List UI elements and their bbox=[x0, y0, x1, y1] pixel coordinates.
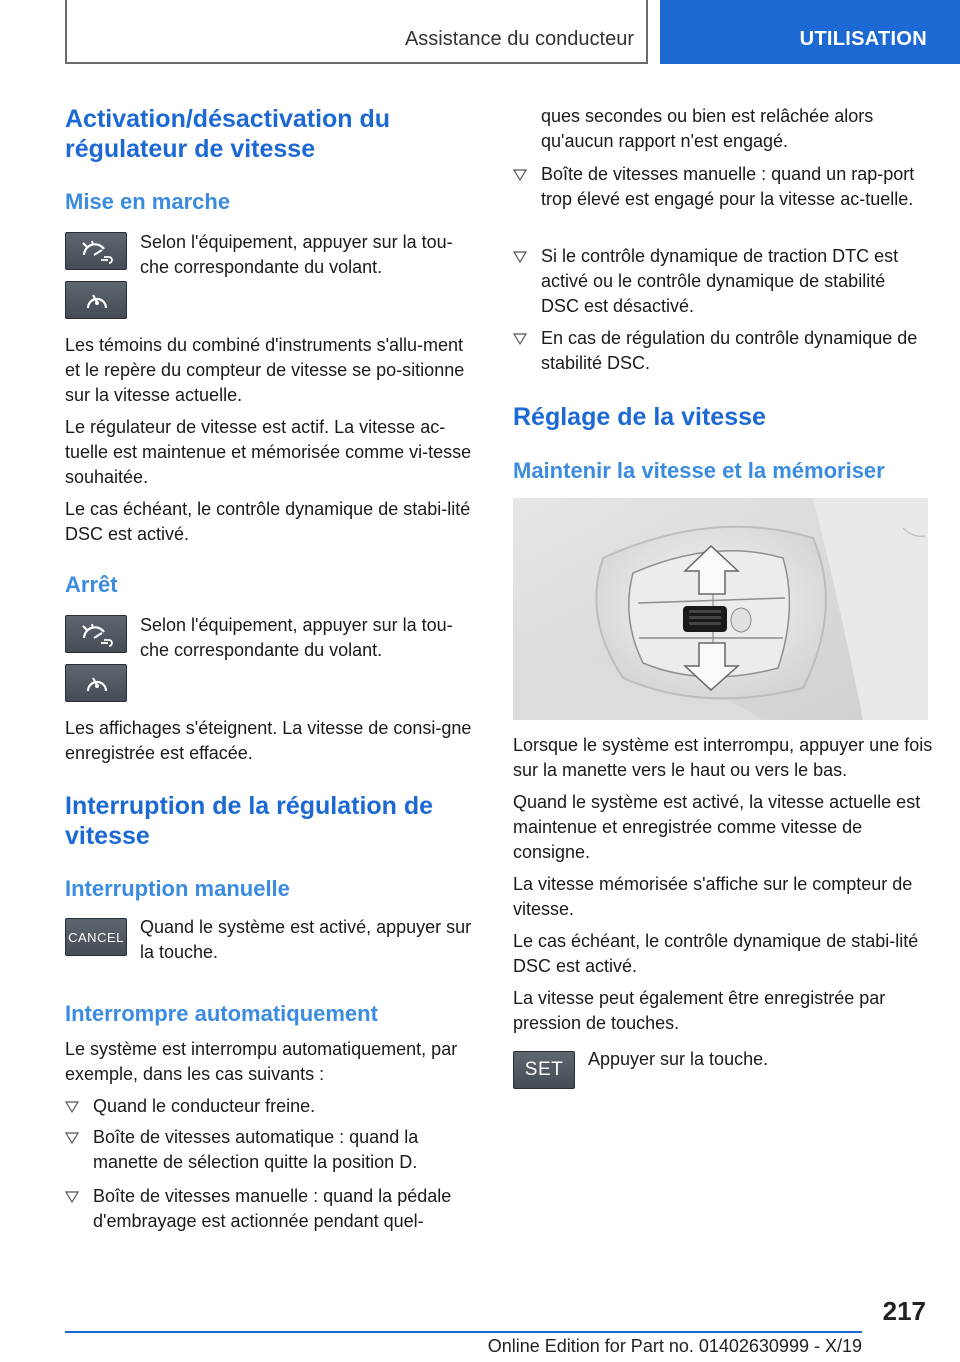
heading-maintenir: Maintenir la vitesse et la mémoriser bbox=[513, 458, 885, 483]
header-section-box bbox=[65, 0, 648, 64]
heading-interrompre-auto: Interrompre automatiquement bbox=[65, 1001, 378, 1026]
left-bullet-3 bbox=[65, 1184, 475, 1234]
paragraph-dsc-active: Le cas échéant, le contrôle dynamique de stabi-lité DSC est activé. bbox=[65, 499, 471, 544]
left-bullet-2 bbox=[65, 1125, 475, 1175]
right-continuation: ques secondes ou bien est relâchée alors qu'aucun rapport n'est engagé. bbox=[541, 106, 874, 151]
right-bullet-1 bbox=[513, 162, 927, 212]
footer-edition-text: Online Edition for Part no. 01402630999 - X/19 bbox=[487, 1336, 862, 1356]
mise-text: Selon l'équipement, appuyer sur la tou-che correspondante du volant. bbox=[140, 232, 453, 277]
auto-text: Le système est interrompu automatiquement, par exemple, dans les cas suivants : bbox=[65, 1039, 458, 1084]
paragraph-active-maintenue: Quand le système est activé, la vitesse actuelle est maintenue et enregistrée comme vitesse de consigne. bbox=[513, 792, 921, 862]
bullet-triangle-icon bbox=[65, 1100, 79, 1114]
cruise-control-button-1 bbox=[65, 232, 127, 270]
paragraph-pression: La vitesse peut également être enregistrée par pression de touches. bbox=[513, 988, 886, 1033]
page-number: 217 bbox=[882, 1296, 926, 1326]
heading-arret: Arrêt bbox=[65, 572, 118, 597]
speedometer-icon bbox=[66, 282, 128, 320]
steering-wheel-illustration bbox=[513, 498, 928, 720]
cancel-button: CANCEL bbox=[65, 918, 127, 956]
footer-edition bbox=[65, 1336, 862, 1357]
bullet-triangle-icon bbox=[513, 332, 527, 346]
paragraph-interrompu: Lorsque le système est interrompu, appuyer une fois sur la manette vers le haut ou vers le bas. bbox=[513, 735, 933, 780]
cruise-control-icon bbox=[66, 233, 128, 271]
right-bullet-2-text: Si le contrôle dynamique de traction DTC est activé ou le contrôle dynamique de stabilité DSC est désactivé. bbox=[541, 246, 899, 316]
right-bullet-3 bbox=[513, 326, 927, 376]
bullet-triangle-icon bbox=[513, 168, 527, 182]
bullet-triangle-icon bbox=[513, 250, 527, 264]
left-bullet-1 bbox=[65, 1094, 475, 1119]
cruise-control-icon bbox=[66, 616, 128, 654]
cruise-control-button-4 bbox=[65, 664, 127, 702]
heading-mise-en-marche: Mise en marche bbox=[65, 189, 231, 214]
right-bullet-1-text: Boîte de vitesses manuelle : quand un rap-port trop élevé est engagé pour la vitesse ac-tuelle. bbox=[541, 164, 915, 209]
right-bullet-2 bbox=[513, 244, 927, 319]
title-interruption: Interruption de la régulation de vitesse bbox=[65, 792, 434, 850]
left-bullet-1-text: Quand le conducteur freine. bbox=[93, 1096, 316, 1116]
paragraph-affichages: Les affichages s'éteignent. La vitesse de consi-gne enregistrée est effacée. bbox=[65, 718, 472, 763]
steering-wheel-controls-image bbox=[513, 498, 928, 720]
speedometer-icon bbox=[66, 665, 128, 703]
header-chapter-label: UTILISATION bbox=[799, 28, 927, 50]
header-chapter-tab[interactable] bbox=[660, 0, 960, 64]
paragraph-memorisee: La vitesse mémorisée s'affiche sur le compteur de vitesse. bbox=[513, 874, 913, 919]
paragraph-dsc: Le cas échéant, le contrôle dynamique de stabi-lité DSC est activé. bbox=[513, 931, 919, 976]
paragraph-temoins: Les témoins du combiné d'instruments s'allu-ment et le repère du compteur de vitesse se po-sitionne sur la vitesse actuelle. bbox=[65, 335, 465, 405]
heading-interruption-manuelle: Interruption manuelle bbox=[65, 876, 290, 901]
right-bullet-3-text: En cas de régulation du contrôle dynamique de stabilité DSC. bbox=[541, 328, 918, 373]
title-reglage: Réglage de la vitesse bbox=[513, 403, 766, 431]
footer-divider bbox=[65, 1331, 862, 1333]
cruise-control-button-3 bbox=[65, 615, 127, 653]
arret-text: Selon l'équipement, appuyer sur la tou-che correspondante du volant. bbox=[140, 615, 453, 660]
paragraph-regulateur-actif: Le régulateur de vitesse est actif. La vitesse ac-tuelle est maintenue et mémorisée comme vi-tesse souhaitée. bbox=[65, 417, 472, 487]
set-button: SET bbox=[513, 1051, 575, 1089]
left-bullet-2-text: Boîte de vitesses automatique : quand la manette de sélection quitte la position D. bbox=[93, 1127, 419, 1172]
header-section-title: Assistance du conducteur bbox=[404, 28, 634, 50]
left-bullet-3-text: Boîte de vitesses manuelle : quand la pédale d'embrayage est actionnée pendant quel- bbox=[93, 1186, 452, 1231]
bullet-triangle-icon bbox=[65, 1190, 79, 1204]
cruise-control-button-2 bbox=[65, 281, 127, 319]
set-text: Appuyer sur la touche. bbox=[588, 1049, 769, 1069]
bullet-triangle-icon bbox=[65, 1131, 79, 1145]
manual-text: Quand le système est activé, appuyer sur la touche. bbox=[140, 917, 472, 962]
title-activation: Activation/désactivation du régulateur de vitesse bbox=[65, 105, 391, 163]
